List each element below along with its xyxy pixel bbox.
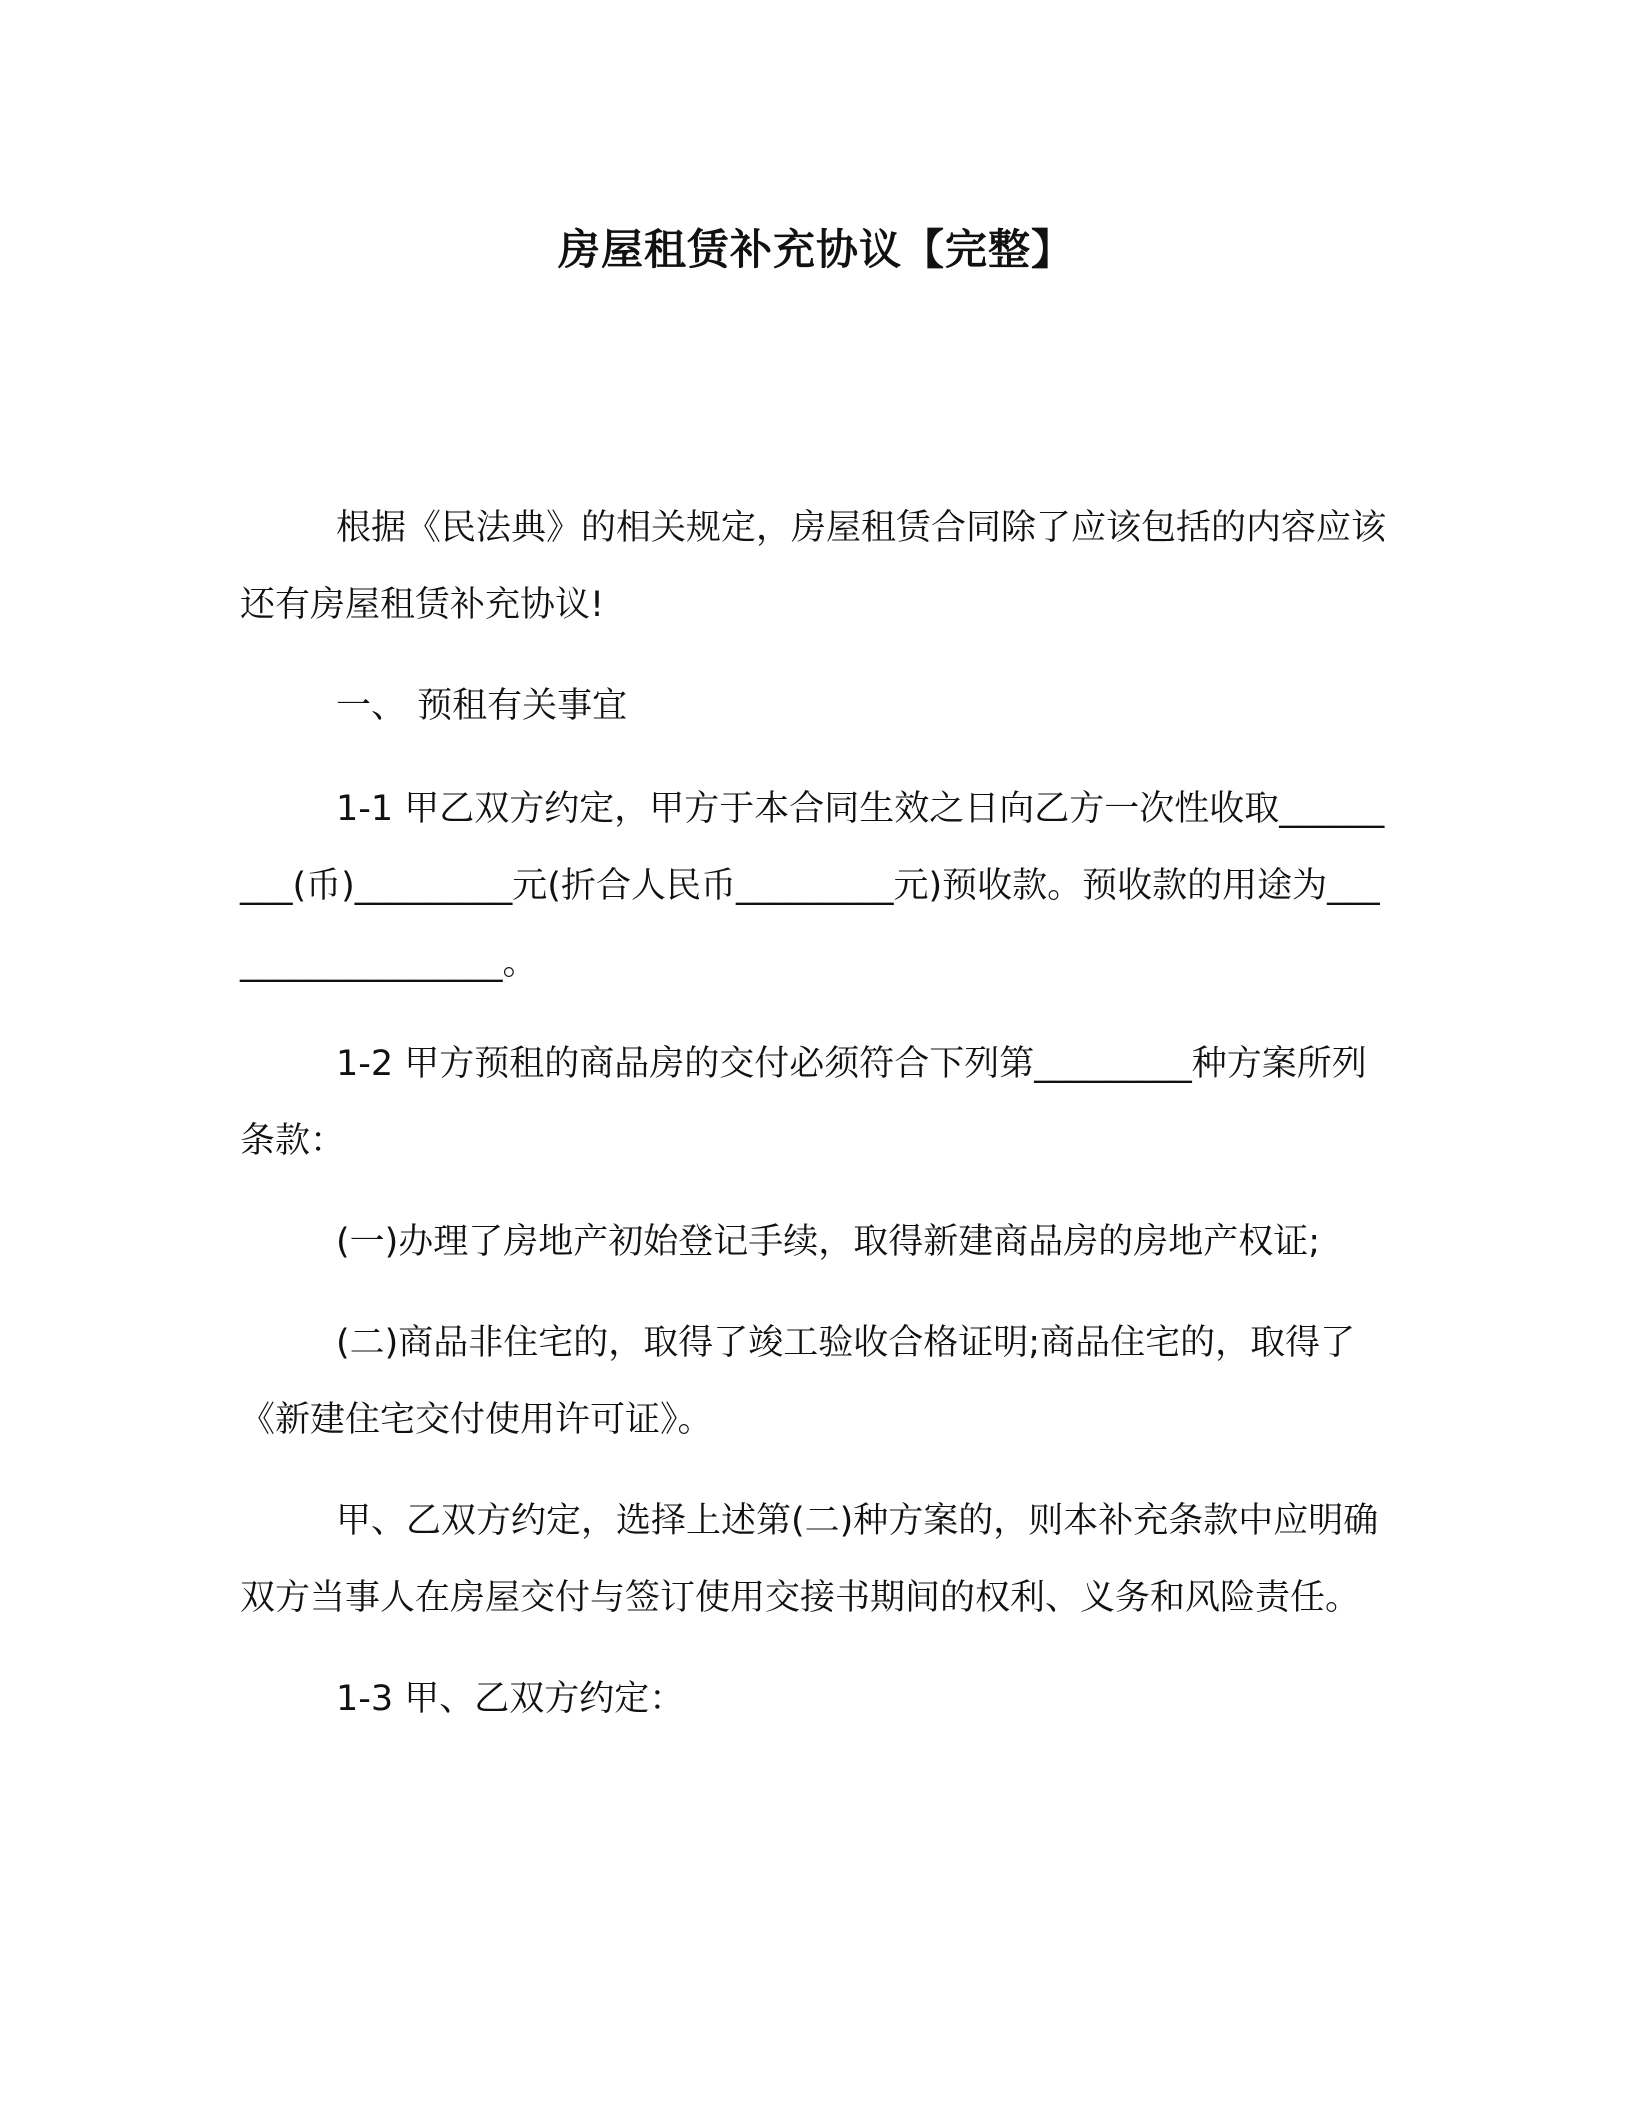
option-2: (二)商品非住宅的，取得了竣工验收合格证明;商品住宅的，取得了《新建住宅交付使用许可证》。	[240, 1323, 1356, 1440]
document-title: 房屋租赁补充协议【完整】	[557, 225, 1074, 274]
clause-1-3: 1-3 甲、乙双方约定：	[336, 1679, 685, 1719]
clause-1-2: 1-2 甲方预租的商品房的交付必须符合下列第_________种方案所列条款：	[240, 1044, 1367, 1161]
option-2-note: 甲、乙双方约定，选择上述第(二)种方案的，则本补充条款中应明确双方当事人在房屋交付与签订使用交接书期间的权利、义务和风险责任。	[240, 1501, 1379, 1618]
section-heading-prelease: 一、 预租有关事宜	[336, 686, 628, 726]
intro-paragraph: 根据《民法典》的相关规定，房屋租赁合同除了应该包括的内容应该还有房屋租赁补充协议!	[240, 508, 1387, 625]
document-body	[240, 490, 1390, 1762]
clause-1-1: 1-1 甲乙双方约定，甲方于本合同生效之日向乙方一次性收取_________(币)_________元(折合人民币_________元)预收款。预收款的用途为__________________。	[240, 789, 1385, 983]
option-1: (一)办理了房地产初始登记手续，取得新建商品房的房地产权证;	[336, 1222, 1321, 1262]
